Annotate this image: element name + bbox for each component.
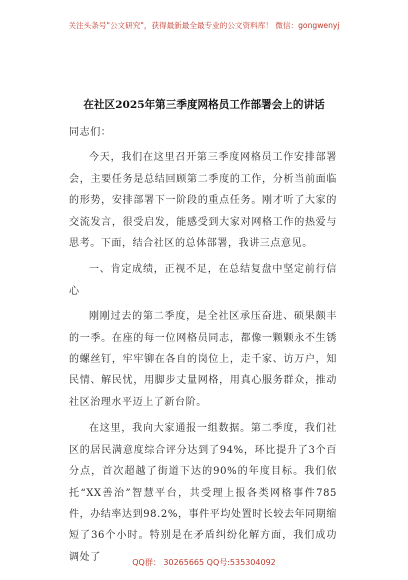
header-promo-note: 关注头条号"公文研究"，获得最新最全最专业的公文资料库！ 微信：gongwenyj [68,21,340,30]
paragraph-intro: 今天，我们在这里召开第三季度网格员工作安排部署会，主要任务是总结回顾第二季度的工作，分析当前面临的形势，安排部署下一阶段的重点任务。刚才听了大家的交流发言，很受启发，能感受到大家对网格工作的热爱与思考。下面，结合社区的总体部署，我讲三点意见。 [69,152,337,250]
salutation: 同志们： [69,127,112,138]
footer-contact-note: QQ群： 30265665 QQ号:535304092 [132,558,276,567]
document-body [69,122,337,573]
document-title: 在社区2025年第三季度网格员工作部署会上的讲话 [83,99,325,111]
section-heading-1: 一、肯定成绩，正视不足，在总结复盘中坚定前行信心 [69,264,337,297]
paragraph-review: 刚刚过去的第二季度，是全社区承压奋进、硕果颇丰的一季。在座的每一位网格员同志，都像一颗颗永不生锈的螺丝钉，牢牢铆在各自的岗位上，走千家、访万户，知民情、解民忧，用脚步丈量网格，用真心服务群众，推动社区治理水平迈上了新台阶。 [69,311,337,408]
paragraph-data: 在这里，我向大家通报一组数据。第二季度，我们社区的居民满意度综合评分达到了94%，环比提升了3个百分点，首次超越了街道下达的90%的年度目标。我们依托“XX善治”智慧平台，共受理上报各类网格事件785件，办结率达到98.2%，事件平均处置时长较去年同期缩短了36个小时。特别是在矛盾纠纷化解方面，我们成功调处了 [69,423,337,563]
